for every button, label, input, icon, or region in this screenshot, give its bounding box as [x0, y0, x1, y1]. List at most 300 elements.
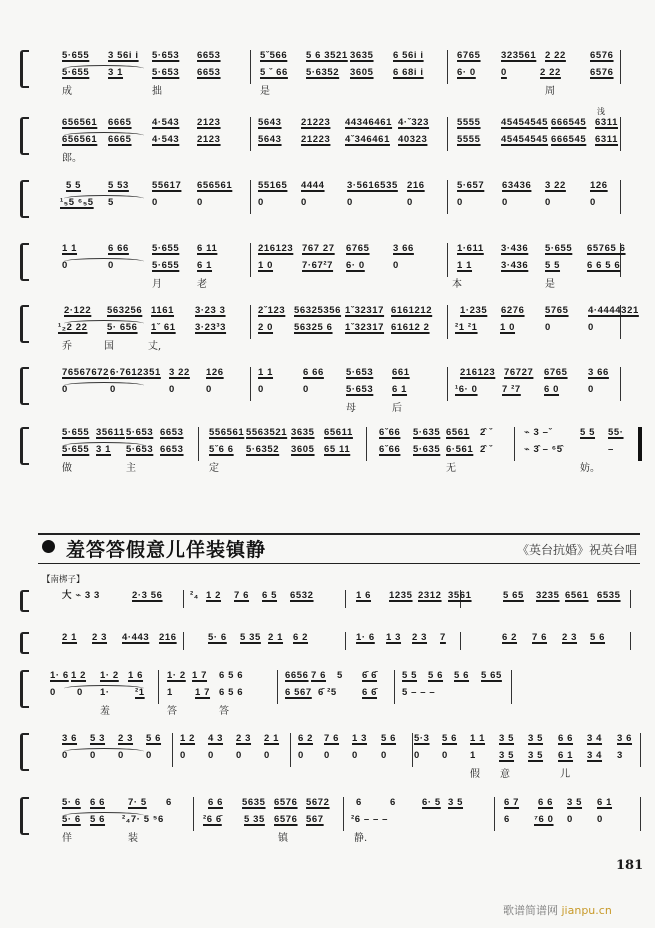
note-group: 656561: [62, 134, 98, 145]
note-group: 5·653: [152, 50, 180, 61]
note-group: 2 0: [258, 322, 274, 333]
note-group: 7: [440, 632, 446, 643]
staff-system: [0, 180, 655, 230]
lyric-char: 无: [446, 463, 456, 474]
note-group: 6653: [197, 50, 221, 61]
note-group: 6ˇ66: [379, 444, 401, 455]
note-group: 5 6: [442, 733, 458, 744]
note-group: 5·6352: [246, 444, 280, 455]
note-group: 126: [590, 180, 608, 191]
note-group: 5 5: [402, 670, 418, 681]
slur-tie: [64, 195, 144, 202]
note-group: 666545: [551, 117, 587, 128]
note-group: 6: [166, 797, 172, 808]
note-group: 5: [337, 670, 343, 681]
note-group: 3 1: [96, 444, 112, 455]
note-group: 2 3: [562, 632, 578, 643]
note-group: 6 0: [544, 384, 560, 395]
note-group: 6 56i i: [393, 50, 424, 61]
note-group: ²6 – – –: [351, 814, 389, 825]
melody-row: [0, 180, 655, 196]
note-group: 5ˇ566: [260, 50, 288, 61]
note-group: 5 6: [454, 670, 470, 681]
note-group: 3 4: [587, 733, 603, 744]
note-group: 6656: [285, 670, 309, 681]
note-group: 1 1: [470, 733, 486, 744]
note-group: 3·436: [501, 243, 529, 254]
note-group: 5765: [545, 305, 569, 316]
note-group: 0: [407, 197, 413, 208]
note-group: 2·3 56: [132, 590, 163, 601]
lyric-char: 静.: [354, 833, 368, 844]
note-group: 6532: [290, 590, 314, 601]
note-group: 5 5: [66, 180, 82, 191]
note-group: 661: [392, 367, 410, 378]
note-group: 3·436: [501, 260, 529, 271]
note-group: 0: [597, 814, 603, 825]
note-group: 767 27: [302, 243, 335, 254]
note-group: 2312: [418, 590, 442, 601]
note-group: 2 1: [62, 632, 78, 643]
note-group: 126: [206, 367, 224, 378]
note-group: ¹6· 0: [455, 384, 478, 395]
note-group: 6 6: [90, 797, 106, 808]
note-group: 6·7612351: [110, 367, 161, 378]
note-group: 5 6: [428, 670, 444, 681]
note-group: 4ˇ346461: [345, 134, 390, 145]
note-group: 6̄ 6̄: [362, 670, 378, 681]
note-group: 3 5: [528, 733, 544, 744]
note-group: 65765 6: [587, 243, 626, 254]
staff-system: [0, 367, 655, 417]
note-group: 6576: [590, 50, 614, 61]
melody-row: [0, 733, 655, 749]
note-group: 1· 2: [167, 670, 186, 681]
note-group: 7 ²7: [502, 384, 521, 395]
note-group: 6765: [346, 243, 370, 254]
note-group: 1 2: [206, 590, 222, 601]
note-group: 1ˇ32317: [345, 322, 385, 333]
note-group: 0: [457, 197, 463, 208]
note-group: 0: [180, 750, 186, 761]
note-group: 5·635: [413, 427, 441, 438]
note-group: 5563521: [246, 427, 288, 438]
note-group: 0: [352, 750, 358, 761]
note-group: 1·: [100, 687, 110, 698]
note-group: 567: [306, 814, 324, 825]
note-group: 3 22: [169, 367, 190, 378]
note-group: 5·3: [414, 733, 430, 744]
note-group: 6· 5: [422, 797, 441, 808]
note-group: 3 5: [567, 797, 583, 808]
lyric-char: 主: [126, 463, 136, 474]
note-group: 0: [152, 197, 158, 208]
note-group: 5 35: [244, 814, 265, 825]
note-group: 3 6: [62, 733, 78, 744]
note-group: ¹₅5 ⁶₅5: [60, 197, 94, 208]
note-group: 6: [356, 797, 362, 808]
note-group: ²1 ²1: [455, 322, 478, 333]
staff-system: [0, 632, 655, 666]
note-group: 1 6: [128, 670, 144, 681]
note-group: 1 0: [258, 260, 274, 271]
note-group: 0: [264, 750, 270, 761]
lyric-char: 佯: [62, 833, 72, 844]
tempo-tag: 【南梆子】: [42, 575, 85, 585]
note-group: 6: [504, 814, 510, 825]
note-group: 55617: [152, 180, 182, 191]
note-group: 1 1: [258, 367, 274, 378]
note-group: 5 5: [545, 260, 561, 271]
note-group: 5·655: [152, 260, 180, 271]
note-group: 2 3: [118, 733, 134, 744]
note-group: 0: [62, 260, 68, 271]
note-group: 5672: [306, 797, 330, 808]
note-group: 5·635: [413, 444, 441, 455]
note-group: 0: [414, 750, 420, 761]
note-group: 5 – – –: [402, 687, 436, 698]
note-group: 5 ˇ 66: [260, 67, 288, 78]
note-group: 4444: [301, 180, 325, 191]
note-group: 5·655: [152, 243, 180, 254]
note-group: 44346461: [345, 117, 393, 128]
note-group: 21223: [301, 117, 331, 128]
staff-system: [0, 305, 655, 355]
lyric-char: 月: [152, 279, 162, 290]
note-group: 0: [347, 197, 353, 208]
note-group: ²₄7· 5 ⁵6: [122, 814, 164, 825]
note-group: 2 22: [545, 50, 566, 61]
lyric-char: 丈,: [148, 341, 162, 352]
note-group: 6 6: [538, 797, 554, 808]
note-group: 3 5: [499, 733, 515, 744]
note-group: 5·653: [346, 367, 374, 378]
lyric-char: 妨。: [580, 463, 600, 474]
note-group: 65 11: [324, 444, 351, 455]
note-group: 5·653: [346, 384, 374, 395]
note-group: 5 65: [481, 670, 502, 681]
note-group: 1: [167, 687, 173, 698]
note-group: 1161: [151, 305, 175, 316]
note-group: 5· 656: [107, 322, 138, 333]
note-group: 0: [206, 384, 212, 395]
note-group: 3635: [291, 427, 315, 438]
note-group: 55·: [608, 427, 624, 438]
note-group: 0: [393, 260, 399, 271]
note-group: 6· 0: [346, 260, 365, 271]
lyric-char: 拙: [152, 86, 162, 97]
note-group: ¹₂2 22: [58, 322, 88, 333]
note-group: 556561: [209, 427, 245, 438]
note-group: 3 56i i: [108, 50, 139, 61]
note-group: 6653: [160, 427, 184, 438]
note-group: 0: [381, 750, 387, 761]
note-group: 5 53: [108, 180, 129, 191]
lyric-char: 羞: [100, 706, 110, 717]
note-group: 1 2: [180, 733, 196, 744]
note-group: 0: [502, 197, 508, 208]
note-group: 0: [236, 750, 242, 761]
note-group: 3·23³3: [195, 322, 227, 333]
note-group: 1 3: [352, 733, 368, 744]
note-group: 0: [298, 750, 304, 761]
note-group: 0: [197, 197, 203, 208]
note-group: 1 6: [356, 590, 372, 601]
note-group: 6665: [108, 117, 132, 128]
note-group: 6 1: [597, 797, 613, 808]
note-group: 1 1: [457, 260, 473, 271]
note-group: 0: [208, 750, 214, 761]
note-group: 656561: [62, 117, 98, 128]
note-group: 2 1: [264, 733, 280, 744]
note-group: 5 6: [381, 733, 397, 744]
note-group: 5·655: [545, 243, 573, 254]
note-group: 7 6: [532, 632, 548, 643]
slur-tie: [64, 442, 144, 449]
note-group: ⁷6 0: [534, 814, 554, 825]
note-group: 2 1: [268, 632, 284, 643]
note-group: 0: [324, 750, 330, 761]
note-group: 6 66: [108, 243, 129, 254]
note-group: 0: [62, 384, 68, 395]
melody-row: [0, 305, 655, 321]
note-group: 3 5: [448, 797, 464, 808]
note-group: 0: [301, 197, 307, 208]
note-group: 5 6: [590, 632, 606, 643]
note-group: 6311: [595, 134, 619, 145]
note-group: 0: [501, 67, 507, 78]
note-group: 6311: [595, 117, 619, 128]
note-group: 3 66: [588, 367, 609, 378]
note-group: 5·657: [457, 180, 485, 191]
note-group: 6 6 5 6: [587, 260, 621, 271]
note-group: 6 6̄: [362, 687, 378, 698]
slur-tie: [64, 748, 144, 755]
note-group: 6 1: [197, 260, 213, 271]
lyric-char: 镇: [278, 833, 288, 844]
note-group: 1 0: [500, 322, 516, 333]
note-group: 56325 6: [294, 322, 333, 333]
note-group: 45454545: [501, 134, 549, 145]
note-group: 6 66: [303, 367, 324, 378]
note-group: 0: [50, 687, 56, 698]
note-group: 0: [545, 322, 551, 333]
note-group: 56325356: [294, 305, 342, 316]
note-group: 5 6 3521: [306, 50, 348, 61]
note-group: 1· 2: [100, 670, 119, 681]
note-group: 6 2: [293, 632, 309, 643]
note-group: 63436: [502, 180, 532, 191]
staff-system: [0, 243, 655, 293]
note-group: 0: [303, 384, 309, 395]
note-group: 大 ⌁ 3 3: [62, 590, 100, 601]
note-group: 6576: [590, 67, 614, 78]
note-group: 6 7: [504, 797, 520, 808]
note-group: 6561: [446, 427, 470, 438]
staff-system: [0, 670, 655, 720]
note-group: 0: [545, 197, 551, 208]
note-group: 3561: [448, 590, 472, 601]
note-group: 0: [588, 384, 594, 395]
note-group: 6576: [274, 814, 298, 825]
note-group: 6535: [597, 590, 621, 601]
song-source: 《英台抗婚》祝英台唱: [516, 543, 637, 557]
lyric-char: 本: [452, 279, 462, 290]
note-group: 4·543: [152, 134, 180, 145]
note-group: ²6 6̄: [203, 814, 222, 825]
note-group: 2123: [197, 134, 221, 145]
note-group: 0: [567, 814, 573, 825]
lyric-char: 是: [260, 86, 270, 97]
note-group: 5·655: [62, 444, 90, 455]
note-group: 3605: [291, 444, 315, 455]
melody-row: [0, 670, 655, 686]
note-group: 1 2: [71, 670, 87, 681]
note-group: 3 5: [499, 750, 515, 761]
note-group: ⌁ 3̂ – ⁶5̂: [524, 444, 563, 455]
note-group: 323561: [501, 50, 537, 61]
note-group: 6561: [565, 590, 589, 601]
title-rule-bottom: [38, 563, 640, 564]
note-group: 5 3: [90, 733, 106, 744]
lyric-char: 是: [545, 279, 555, 290]
note-group: 5643: [258, 117, 282, 128]
lyric-char: 成: [62, 86, 72, 97]
note-group: 5·653: [126, 427, 154, 438]
note-group: ²1: [135, 687, 145, 698]
note-group: 2ˇ123: [258, 305, 286, 316]
note-group: 0: [590, 197, 596, 208]
melody-row: [0, 117, 655, 133]
note-group: 3 66: [393, 243, 414, 254]
note-group: 6· 0: [457, 67, 476, 78]
note-group: 2 3: [92, 632, 108, 643]
lyric-char: 后: [392, 403, 402, 414]
note-group: 1ˇ32317: [345, 305, 385, 316]
note-group: 216: [407, 180, 425, 191]
slur-tie: [64, 258, 144, 265]
note-group: 5643: [258, 134, 282, 145]
note-group: 3635: [350, 50, 374, 61]
note-group: 0: [118, 750, 124, 761]
note-group: 6765: [544, 367, 568, 378]
note-group: 3 4: [587, 750, 603, 761]
bullet-icon: [42, 540, 55, 553]
note-group: 0: [62, 750, 68, 761]
note-group: –: [608, 444, 614, 455]
note-group: 0: [258, 197, 264, 208]
lyric-char: 定: [209, 463, 219, 474]
note-group: 5·655: [62, 50, 90, 61]
note-group: 3 1: [108, 67, 124, 78]
note-group: 5 6: [90, 814, 106, 825]
note-group: 5 35: [240, 632, 261, 643]
note-group: 6 1: [392, 384, 408, 395]
note-group: 40323: [398, 134, 428, 145]
note-group: 0: [588, 322, 594, 333]
lyric-char: 做: [62, 463, 72, 474]
note-group: 2 3: [236, 733, 252, 744]
note-group: 7 6: [311, 670, 327, 681]
note-group: 65611: [324, 427, 353, 438]
note-group: 3 5: [528, 750, 544, 761]
note-group: 6 5 6: [219, 687, 244, 698]
staff-system: [0, 590, 655, 624]
slur-tie: [64, 132, 144, 139]
melody-row: [0, 243, 655, 259]
slur-tie: [64, 320, 144, 327]
annotation-mark: 浅: [597, 107, 605, 116]
note-group: 1 7: [195, 687, 211, 698]
melody-row: [0, 632, 655, 648]
note-group: 5555: [457, 117, 481, 128]
melody-row: [0, 797, 655, 813]
note-group: 3 22: [545, 180, 566, 191]
note-group: 666545: [551, 134, 587, 145]
note-group: 6 5 6: [219, 670, 244, 681]
note-group: 3: [617, 750, 623, 761]
staff-system: [0, 107, 655, 167]
note-group: 7 6: [324, 733, 340, 744]
note-group: 5·6352: [306, 67, 340, 78]
note-group: 6: [390, 797, 396, 808]
lyric-char: 答: [167, 706, 177, 717]
note-group: 2̂ ˇ: [480, 444, 493, 455]
note-group: 3 6: [617, 733, 633, 744]
note-group: 6̄ ²5: [318, 687, 337, 698]
note-group: 5555: [457, 134, 481, 145]
note-group: 0: [442, 750, 448, 761]
note-group: 61612 2: [391, 322, 430, 333]
note-group: 6 6: [208, 797, 224, 808]
note-group: 6 1: [558, 750, 574, 761]
note-group: 6·561: [446, 444, 474, 455]
note-group: 1 1: [62, 243, 78, 254]
note-group: 1: [470, 750, 476, 761]
lyric-char: 郎。: [62, 153, 82, 164]
watermark-url: jianpu.cn: [561, 904, 612, 917]
note-group: 2 3: [412, 632, 428, 643]
watermark: [503, 902, 612, 918]
note-group: 6 2: [502, 632, 518, 643]
note-group: ⌁ 3 –ˇ: [524, 427, 553, 438]
staff-system: [0, 733, 655, 783]
note-group: 6276: [501, 305, 525, 316]
note-group: 55165: [258, 180, 288, 191]
note-group: 0: [110, 384, 116, 395]
note-group: 5ˇ6 6: [209, 444, 234, 455]
slur-tie: [64, 65, 144, 72]
note-group: 6 567: [285, 687, 312, 698]
note-group: 1 7: [192, 670, 208, 681]
watermark-text: 歌谱简谱网: [503, 904, 558, 917]
note-group: 35611: [96, 427, 125, 438]
note-group: 76727: [504, 367, 534, 378]
note-group: 6161212: [391, 305, 433, 316]
note-group: 5· 6: [208, 632, 227, 643]
note-group: 21223: [301, 134, 331, 145]
note-group: 0: [169, 384, 175, 395]
song-title: 羞答答假意儿佯装镇静: [66, 539, 267, 561]
note-group: 2·122: [64, 305, 92, 316]
lyric-char: 国: [104, 341, 114, 352]
note-group: 5·653: [152, 67, 180, 78]
note-group: 4·443: [122, 632, 150, 643]
note-group: 4·ˇ323: [398, 117, 430, 128]
lyric-char: 乔: [62, 341, 72, 352]
lyric-char: 老: [197, 279, 207, 290]
note-group: 0: [90, 750, 96, 761]
